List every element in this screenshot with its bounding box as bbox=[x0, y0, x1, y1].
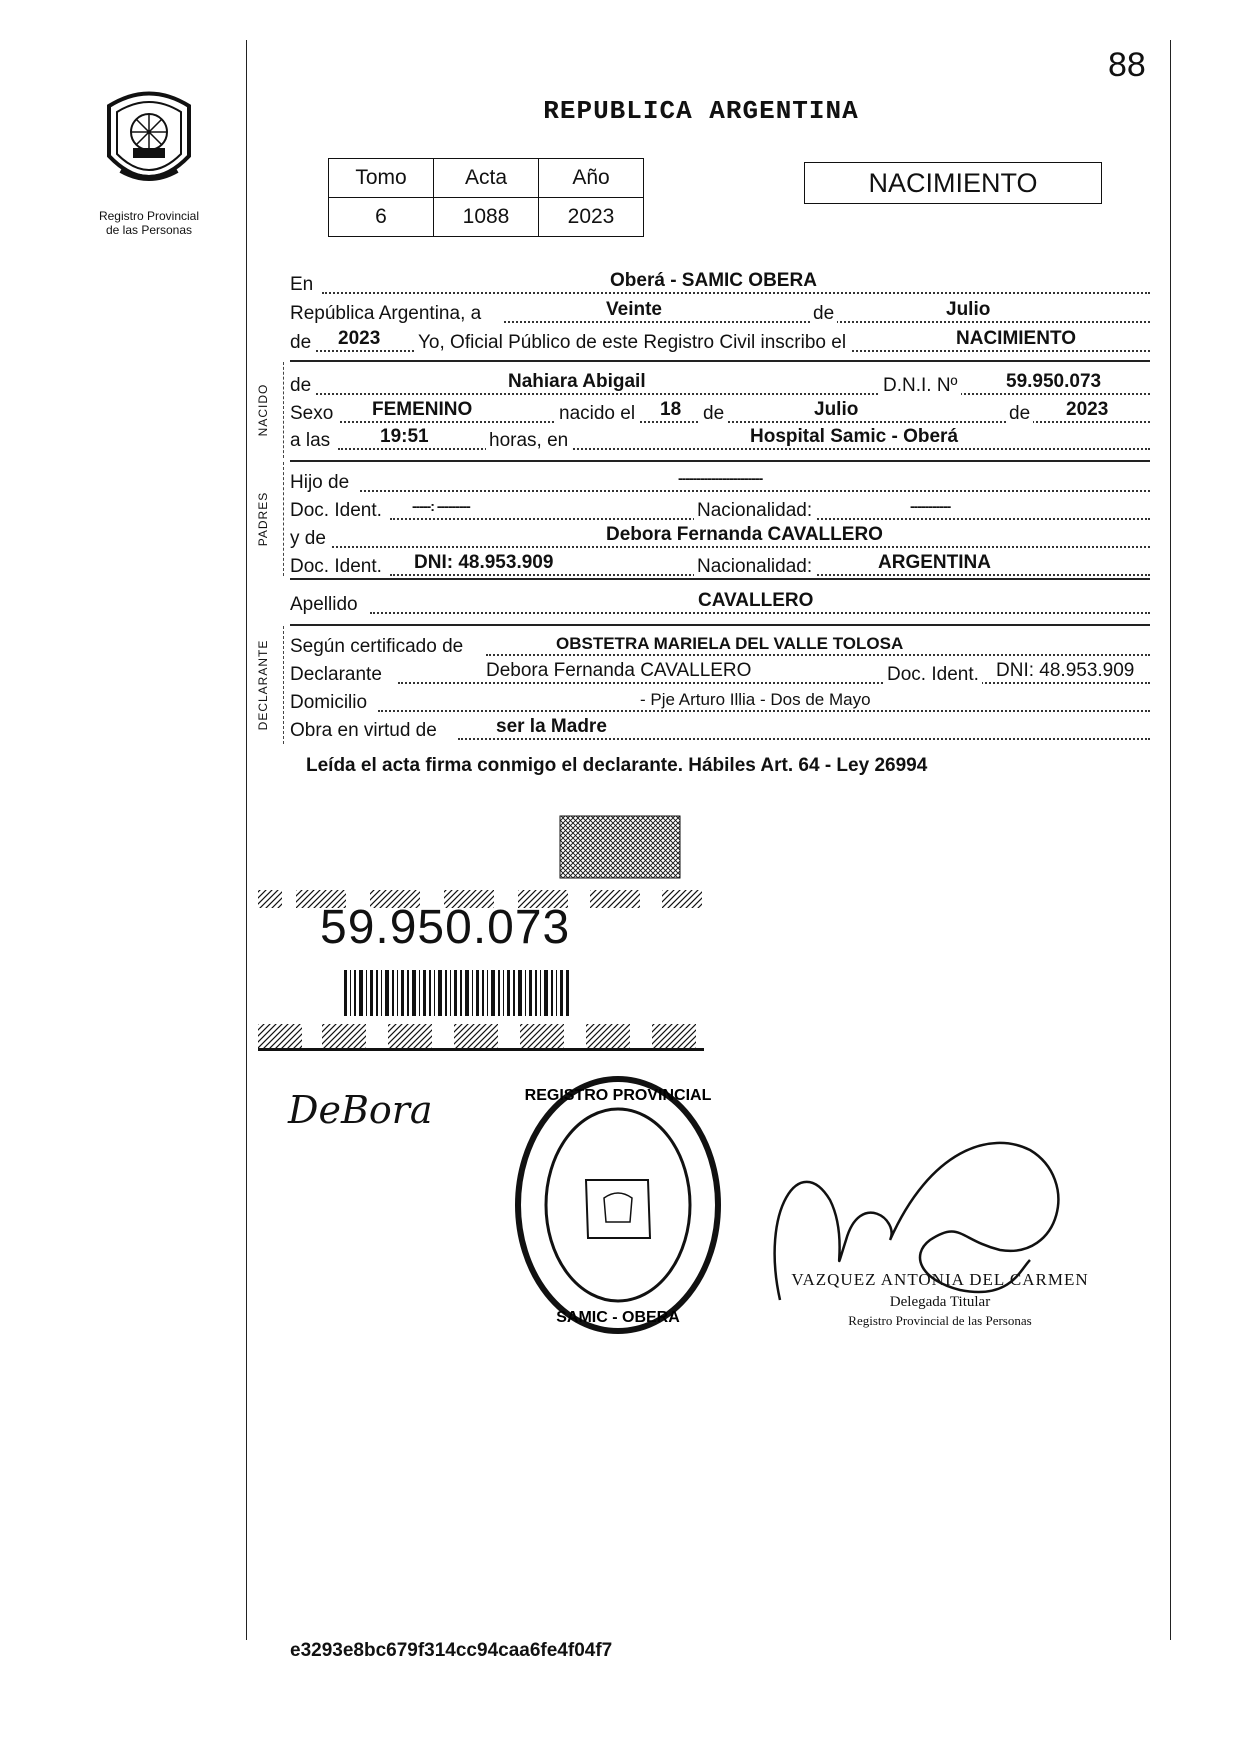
time-value: 19:51 bbox=[380, 426, 429, 447]
birth-place-value: Hospital Samic - Oberá bbox=[750, 426, 959, 447]
registry-table-value-row bbox=[329, 198, 644, 237]
registry-header-acta: Acta bbox=[434, 159, 539, 198]
day-value: Veinte bbox=[606, 299, 662, 320]
section-label-declarante: DECLARANTE bbox=[256, 639, 270, 731]
registry-value-acta: 1088 bbox=[434, 198, 539, 237]
father-nat-value: ----------- bbox=[910, 498, 951, 514]
domicilio-label: Domicilio bbox=[290, 692, 368, 713]
oficial-text: Yo, Oficial Público de este Registro Civil inscribo el bbox=[414, 332, 850, 354]
republica-label: República Argentina, a bbox=[290, 303, 482, 324]
section-nacido bbox=[243, 362, 284, 458]
horas-label: horas, en bbox=[486, 430, 571, 452]
document-title: REPUBLICA ARGENTINA bbox=[543, 96, 859, 126]
separator-nacido-top bbox=[290, 360, 1150, 362]
official-name: VAZQUEZ ANTONIA DEL CARMEN bbox=[791, 1270, 1089, 1289]
obra-value: ser la Madre bbox=[496, 716, 607, 737]
birth-month-value: Julio bbox=[814, 399, 859, 420]
birth-de-label-1: de bbox=[700, 403, 727, 425]
segun-label: Según certificado de bbox=[290, 636, 464, 657]
left-margin-line bbox=[246, 40, 247, 1640]
official-signature-block bbox=[770, 1270, 1110, 1329]
stamp-text-top: REGISTRO PROVINCIAL bbox=[524, 1087, 712, 1104]
right-margin-line bbox=[1170, 40, 1171, 1640]
month-value: Julio bbox=[946, 299, 991, 320]
row-father-doc bbox=[290, 498, 1150, 524]
separator-padres-top bbox=[290, 460, 1150, 462]
row-name bbox=[290, 373, 1150, 399]
apellido-value: CAVALLERO bbox=[698, 590, 814, 611]
logo-caption-line2: de las Personas bbox=[105, 223, 193, 237]
large-id-number: 59.950.073 bbox=[320, 901, 571, 954]
a-las-label: a las bbox=[290, 430, 331, 451]
section-label-padres: PADRES bbox=[256, 491, 270, 547]
mother-doc-value: DNI: 48.953.909 bbox=[414, 552, 554, 573]
en-label: En bbox=[290, 274, 314, 295]
declarante-value: Debora Fernanda CAVALLERO bbox=[486, 660, 752, 681]
logo-caption-line1: Registro Provincial bbox=[98, 209, 200, 223]
row-oficial bbox=[290, 330, 1150, 356]
row-segun bbox=[290, 634, 1150, 660]
declarante-doc-label: Doc. Ident. bbox=[884, 664, 982, 686]
apellido-label: Apellido bbox=[290, 594, 358, 615]
father-doc-value: -----: --------- bbox=[412, 498, 470, 514]
registry-table bbox=[328, 158, 644, 237]
registry-value-anio: 2023 bbox=[539, 198, 644, 237]
registry-header-anio: Año bbox=[539, 159, 644, 198]
inscribe-value: NACIMIENTO bbox=[956, 328, 1076, 349]
segun-value: OBSTETRA MARIELA DEL VALLE TOLOSA bbox=[556, 634, 904, 653]
row-y-de bbox=[290, 526, 1150, 552]
father-value: ----------------------- bbox=[678, 470, 763, 486]
dni-label: D.N.I. Nº bbox=[880, 375, 961, 397]
section-padres bbox=[243, 462, 284, 576]
row-republica bbox=[290, 301, 1150, 327]
barcode-icon bbox=[344, 970, 570, 1016]
father-doc-label: Doc. Ident. bbox=[290, 500, 382, 521]
stamp-text-bottom: SAMIC - OBERA bbox=[556, 1309, 680, 1326]
nacido-el-label: nacido el bbox=[556, 403, 638, 425]
birth-day-value: 18 bbox=[660, 399, 682, 420]
registry-table-header-row bbox=[329, 159, 644, 198]
document-hash: e3293e8bc679f314cc94caa6fe4f04f7 bbox=[290, 1640, 613, 1661]
domicilio-value: - Pje Arturo Illia - Dos de Mayo bbox=[640, 690, 871, 709]
closing-text: Leída el acta firma conmigo el declarante. Hábiles Art. 64 - Ley 26994 bbox=[306, 755, 928, 776]
dni-value: 59.950.073 bbox=[1006, 371, 1102, 392]
father-nat-label: Nacionalidad: bbox=[694, 500, 815, 522]
birth-year-value: 2023 bbox=[1066, 399, 1109, 420]
row-hijo-de bbox=[290, 470, 1150, 496]
row-declarante bbox=[290, 662, 1150, 688]
obra-label: Obra en virtud de bbox=[290, 720, 437, 741]
newborn-name-value: Nahiara Abigail bbox=[508, 371, 646, 392]
mother-nat-label: Nacionalidad: bbox=[694, 556, 815, 578]
registry-value-tomo: 6 bbox=[329, 198, 434, 237]
official-office: Registro Provincial de las Personas bbox=[848, 1313, 1032, 1328]
de-label: de bbox=[810, 303, 837, 325]
mother-name-value: Debora Fernanda CAVALLERO bbox=[606, 524, 883, 545]
declarante-doc-value: DNI: 48.953.909 bbox=[996, 660, 1135, 681]
separator-declarante-top bbox=[290, 624, 1150, 626]
section-label-nacido: NACIDO bbox=[256, 383, 270, 437]
row-apellido bbox=[290, 592, 1150, 618]
hijo-de-label: Hijo de bbox=[290, 472, 350, 493]
hologram-icon bbox=[560, 816, 680, 878]
row-sexo bbox=[290, 401, 1150, 427]
registry-header-tomo: Tomo bbox=[329, 159, 434, 198]
row-obra bbox=[290, 718, 1150, 744]
row-hora bbox=[290, 428, 1150, 454]
mother-doc-label: Doc. Ident. bbox=[290, 556, 382, 577]
official-title: Delegada Titular bbox=[889, 1294, 991, 1310]
en-value: Oberá - SAMIC OBERA bbox=[610, 270, 817, 291]
sexo-label: Sexo bbox=[290, 403, 334, 424]
act-type-box: NACIMIENTO bbox=[804, 162, 1102, 204]
sexo-value: FEMENINO bbox=[372, 399, 473, 420]
mother-nat-value: ARGENTINA bbox=[878, 552, 991, 573]
section-declarante bbox=[243, 626, 284, 744]
page-number: 88 bbox=[1108, 46, 1146, 84]
year-value: 2023 bbox=[338, 328, 381, 349]
row-mother-doc bbox=[290, 554, 1150, 580]
declarant-signature: DeBora bbox=[288, 1088, 433, 1132]
declarante-label: Declarante bbox=[290, 664, 382, 685]
separator-padres-bottom bbox=[290, 578, 1150, 580]
pattern-band-bottom bbox=[258, 1024, 704, 1051]
logo-caption bbox=[84, 209, 214, 237]
row-en bbox=[290, 272, 1150, 298]
birth-de-label-2: de bbox=[1006, 403, 1033, 425]
official-stamp-icon bbox=[508, 1070, 728, 1340]
row-domicilio bbox=[290, 690, 1150, 716]
de-year-label: de bbox=[290, 332, 312, 353]
name-label: de bbox=[290, 375, 312, 396]
y-de-label: y de bbox=[290, 528, 326, 549]
